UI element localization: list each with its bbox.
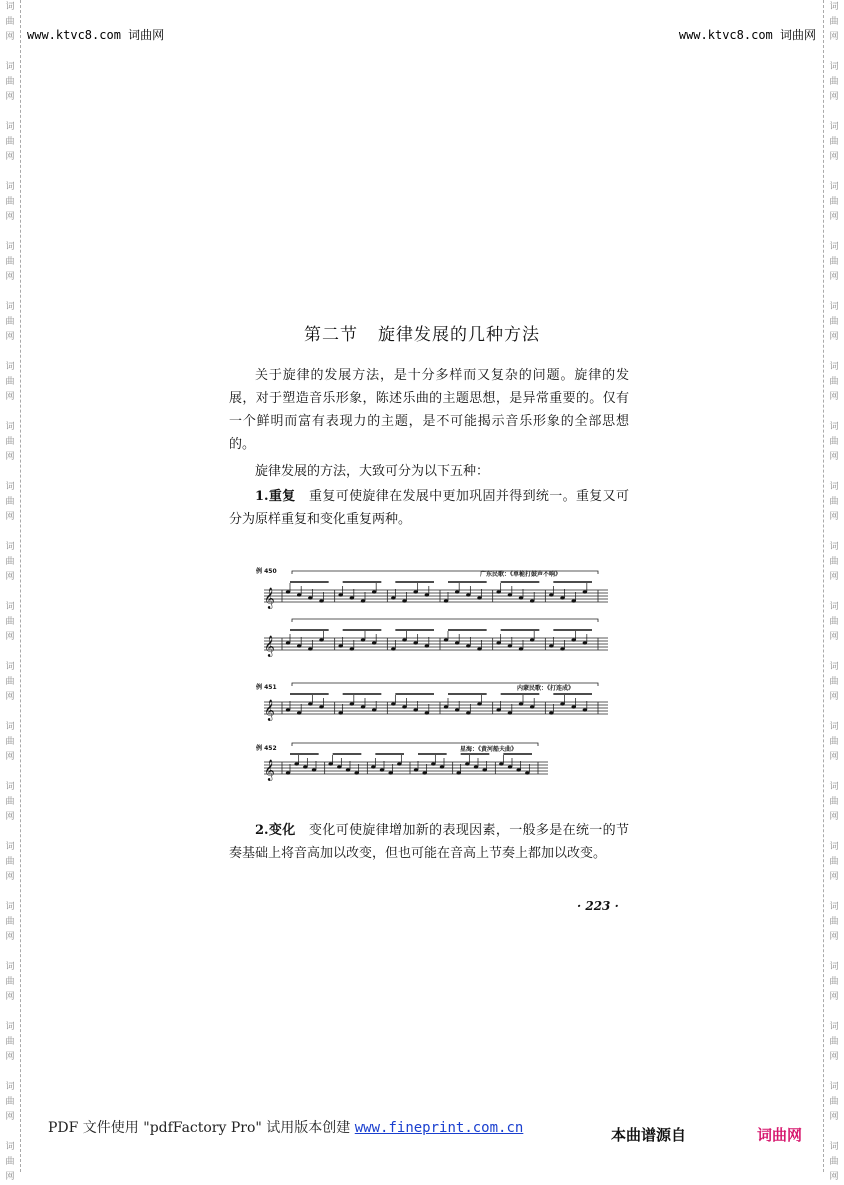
note-head (286, 641, 290, 644)
note-head (350, 702, 354, 705)
note-head (297, 711, 301, 714)
source-label: 本曲谱源自 (611, 1126, 687, 1144)
side-watermark-text: 词曲网 (5, 542, 15, 582)
section-title (0, 320, 844, 345)
note-head (422, 771, 426, 774)
example-source-451: 内蒙民歌：《打连成》 (517, 685, 575, 692)
side-watermark-text: 词曲网 (829, 842, 839, 882)
note-head (319, 638, 323, 641)
note-head (477, 596, 481, 599)
note-head (294, 762, 298, 765)
example-source-452: 星海：《黄河船夫曲》 (460, 746, 518, 753)
note-head (508, 593, 512, 596)
treble-clef-icon: 𝄞 (264, 700, 275, 721)
note-head (516, 768, 520, 771)
side-watermark-text: 词曲网 (5, 302, 15, 342)
note-head (372, 641, 376, 644)
note-head (530, 705, 534, 708)
note-head (431, 762, 435, 765)
right-watermark-strip (823, 0, 844, 1182)
note-head (350, 596, 354, 599)
side-watermark-text: 词曲网 (829, 1022, 839, 1062)
section-heading: 旋律发展的几种方法 (378, 325, 540, 345)
note-head (328, 762, 332, 765)
note-head (571, 705, 575, 708)
treble-clef-icon: 𝄞 (264, 636, 275, 657)
example-label-451: 例 451 (256, 684, 277, 691)
note-head (560, 596, 564, 599)
note-head (466, 593, 470, 596)
note-head (402, 638, 406, 641)
note-head (560, 702, 564, 705)
example-label-452: 例 452 (256, 745, 277, 752)
intro-paragraph: 关于旋律的发展方法，是十分多样而又复杂的问题。旋律的发展，对于塑造音乐形象，陈述乐曲的主题思想，是异常重要的。仅有一个鲜明而富有表现力的主题，是不可能揭示音乐形象的全部思想的。 (229, 368, 629, 452)
note-head (361, 705, 365, 708)
side-watermark-text: 词曲网 (829, 602, 839, 642)
side-watermark-text: 词曲网 (829, 422, 839, 462)
note-head (455, 590, 459, 593)
note-head (456, 771, 460, 774)
note-head (354, 771, 358, 774)
note-head (465, 762, 469, 765)
note-head (297, 644, 301, 647)
side-watermark-text: 词曲网 (5, 1142, 15, 1182)
footer-text: PDF 文件使用 "pdfFactory Pro" 试用版本创建 (48, 1120, 351, 1136)
note-head (413, 641, 417, 644)
note-head (477, 702, 481, 705)
note-head (508, 765, 512, 768)
side-watermark-text: 词曲网 (5, 722, 15, 762)
note-head (571, 599, 575, 602)
note-head (361, 638, 365, 641)
note-head (519, 647, 523, 650)
note-head (474, 765, 478, 768)
side-watermark-text: 词曲网 (5, 182, 15, 222)
note-head (444, 599, 448, 602)
example-label-450: 例 450 (256, 568, 277, 575)
note-head (496, 641, 500, 644)
note-head (402, 705, 406, 708)
side-watermark-text: 词曲网 (5, 122, 15, 162)
example-source-450: 广东民歌：《单桅打鼓声不响》 (480, 571, 562, 578)
note-head (414, 768, 418, 771)
note-head (425, 593, 429, 596)
note-head (583, 641, 587, 644)
side-watermark-text: 词曲网 (5, 842, 15, 882)
side-watermark-text: 词曲网 (5, 902, 15, 942)
note-head (391, 702, 395, 705)
side-watermark-text: 词曲网 (829, 662, 839, 702)
note-head (380, 768, 384, 771)
left-watermark-strip (0, 0, 21, 1182)
brand-logo[interactable]: 词曲网 (757, 1126, 803, 1144)
note-head (519, 596, 523, 599)
side-watermark-text: 词曲网 (5, 242, 15, 282)
note-head (482, 768, 486, 771)
note-head (371, 765, 375, 768)
side-watermark-text: 词曲网 (5, 1082, 15, 1122)
side-watermark-text: 词曲网 (829, 782, 839, 822)
note-head (361, 599, 365, 602)
note-head (525, 771, 529, 774)
note-head (286, 708, 290, 711)
note-head (372, 590, 376, 593)
note-head (346, 768, 350, 771)
note-head (397, 762, 401, 765)
note-head (413, 590, 417, 593)
note-head (499, 762, 503, 765)
note-head (444, 638, 448, 641)
note-head (549, 711, 553, 714)
note-head (444, 705, 448, 708)
side-watermark-text: 词曲网 (5, 482, 15, 522)
side-watermark-text: 词曲网 (829, 2, 839, 42)
note-head (477, 647, 481, 650)
note-head (440, 765, 444, 768)
note-head (286, 590, 290, 593)
methods-intro: 旋律发展的方法，大致可分为以下五种： (255, 464, 490, 479)
footer-link[interactable]: www.fineprint.com.cn (354, 1120, 524, 1136)
note-head (312, 768, 316, 771)
note-head (466, 644, 470, 647)
side-watermark-text: 词曲网 (5, 662, 15, 702)
note-head (508, 644, 512, 647)
side-watermark-text: 词曲网 (829, 182, 839, 222)
note-head (560, 647, 564, 650)
treble-clef-icon: 𝄞 (264, 760, 275, 781)
note-head (286, 771, 290, 774)
side-watermark-text: 词曲网 (829, 302, 839, 342)
item-variation-text: 变化可使旋律增加新的表现因素，一般多是在统一的节奏基础上将音高加以改变，但也可能在音高上节奏上都加以改变。 (229, 823, 629, 861)
note-head (549, 593, 553, 596)
side-watermark-text: 词曲网 (829, 122, 839, 162)
item-repetition-label: 1.重复 (255, 489, 296, 504)
header-site-right[interactable]: www.ktvc8.com 词曲网 (678, 28, 816, 42)
note-head (308, 647, 312, 650)
side-watermark-text: 词曲网 (829, 62, 839, 102)
note-head (583, 590, 587, 593)
note-head (455, 708, 459, 711)
side-watermark-text: 词曲网 (5, 362, 15, 402)
note-head (496, 590, 500, 593)
item-repetition (229, 485, 629, 531)
note-head (308, 596, 312, 599)
note-head (308, 702, 312, 705)
side-watermark-text: 词曲网 (829, 1082, 839, 1122)
note-head (530, 638, 534, 641)
note-head (337, 765, 341, 768)
note-head (350, 647, 354, 650)
side-watermark-text: 词曲网 (829, 1142, 839, 1182)
note-head (297, 593, 301, 596)
note-head (455, 641, 459, 644)
side-watermark-text: 词曲网 (5, 2, 15, 42)
side-watermark-text: 词曲网 (829, 242, 839, 282)
note-head (530, 599, 534, 602)
header-site-left[interactable]: www.ktvc8.com 词曲网 (27, 28, 165, 42)
note-head (496, 708, 500, 711)
note-head (508, 711, 512, 714)
note-head (338, 644, 342, 647)
side-watermark-text: 词曲网 (5, 962, 15, 1002)
treble-clef-icon: 𝄞 (264, 588, 275, 609)
pdf-footer (48, 1117, 523, 1137)
item-repetition-text: 重复可使旋律在发展中更加巩固并得到统一。重复又可分为原样重复和变化重复两种。 (229, 489, 629, 527)
note-head (391, 647, 395, 650)
note-head (391, 596, 395, 599)
note-head (388, 771, 392, 774)
note-head (413, 708, 417, 711)
side-watermark-text: 词曲网 (829, 722, 839, 762)
note-head (549, 644, 553, 647)
music-score-image (252, 550, 612, 790)
page-number: · 223 · (577, 899, 619, 913)
note-head (466, 711, 470, 714)
side-watermark-text: 词曲网 (829, 482, 839, 522)
note-head (402, 599, 406, 602)
side-watermark-text: 词曲网 (5, 62, 15, 102)
side-watermark-text: 词曲网 (5, 1022, 15, 1062)
note-head (319, 599, 323, 602)
note-head (303, 765, 307, 768)
phrase-bracket (292, 619, 598, 622)
note-head (571, 638, 575, 641)
note-head (338, 711, 342, 714)
note-head (519, 702, 523, 705)
item-variation (229, 819, 629, 865)
side-watermark-text: 词曲网 (829, 362, 839, 402)
side-watermark-text: 词曲网 (5, 602, 15, 642)
side-watermark-text: 词曲网 (829, 542, 839, 582)
side-watermark-text: 词曲网 (5, 422, 15, 462)
note-head (372, 708, 376, 711)
note-head (425, 644, 429, 647)
side-watermark-text: 词曲网 (829, 962, 839, 1002)
note-head (319, 705, 323, 708)
note-head (338, 593, 342, 596)
side-watermark-text: 词曲网 (829, 902, 839, 942)
note-head (425, 711, 429, 714)
section-number: 第二节 (304, 325, 358, 345)
side-watermark-text: 词曲网 (5, 782, 15, 822)
note-head (583, 708, 587, 711)
item-variation-label: 2.变化 (255, 823, 296, 838)
